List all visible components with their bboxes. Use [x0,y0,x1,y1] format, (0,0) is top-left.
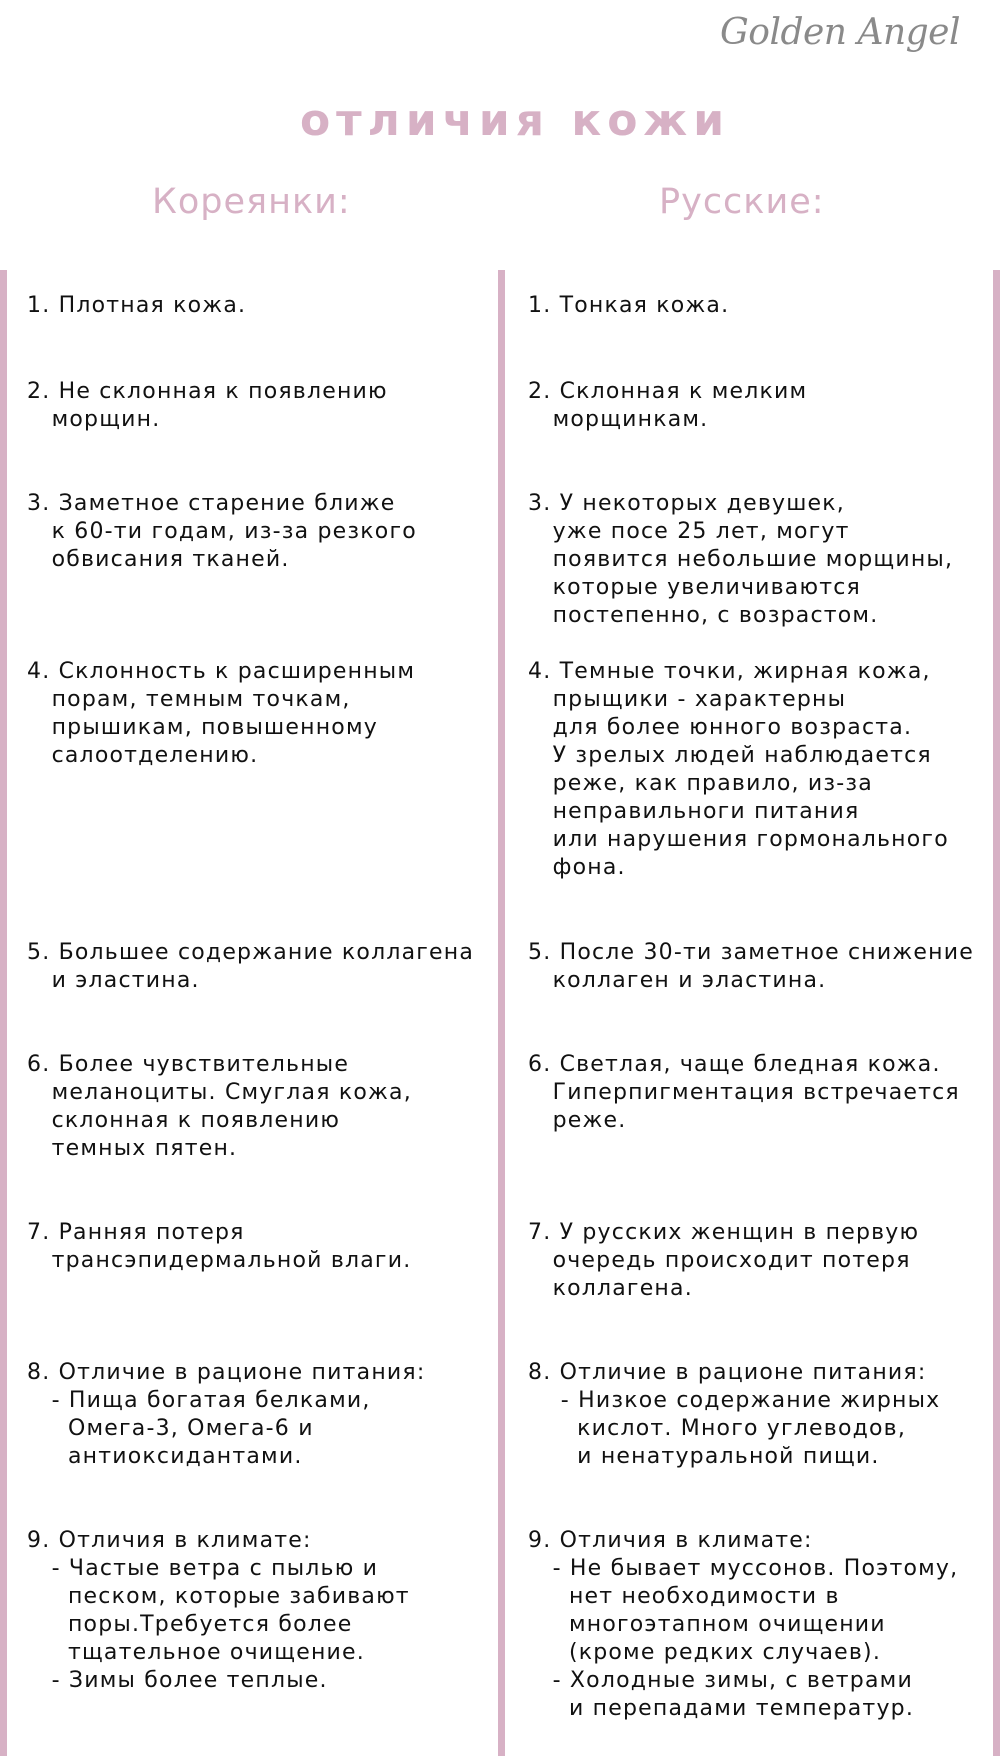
column-heading-korean: Кореянки: [152,182,351,222]
russian-item-8: 8. Отличие в рационе питания: - Низкое содержание жирных кислот. Много углеводов, и ненатуральной пищи. [528,1360,941,1469]
russian-item-7: 7. У русских женщин в первую очередь происходит потеря коллагена. [528,1220,920,1301]
column-heading-russian: Русские: [659,182,825,222]
korean-item-2: 2. Не склонная к появлению морщин. [27,379,388,432]
left-divider-bar [0,270,7,1756]
korean-item-4: 4. Склонность к расширенным порам, темным точкам, прышикам, повышенному салоотделению. [27,659,416,768]
korean-item-5: 5. Большее содержание коллагена и эластина. [27,940,475,993]
russian-item-6: 6. Светлая, чаще бледная кожа. Гиперпигментация встречается реже. [528,1052,960,1133]
russian-item-1: 1. Тонкая кожа. [528,293,730,318]
page-title: отличия кожи [299,95,731,146]
russian-item-4: 4. Темные точки, жирная кожа, прыщики - характерны для более юнного возраста. У зрелых людей наблюдается реже, как правило, из-за неправильноги питания или нарушения гормонального фона. [528,659,949,880]
center-divider-bar [498,270,505,1756]
korean-item-8: 8. Отличие в рационе питания: - Пища богатая белками, Омега-3, Омега-6 и антиоксидантами. [27,1360,426,1469]
korean-item-6: 6. Более чувствительные меланоциты. Смуглая кожа, склонная к появлению темных пятен. [27,1052,412,1161]
russian-item-3: 3. У некоторых девушек, уже посе 25 лет, могут появится небольшие морщины, которые увеличиваются постепенно, с возрастом. [528,491,954,628]
russian-item-5: 5. После 30-ти заметное снижение коллаген и эластина. [528,940,974,993]
korean-item-9: 9. Отличия в климате: - Частые ветра с пылью и песком, которые забивают поры.Требуется более тщательное очищение. - Зимы более теплые. [27,1528,410,1693]
russian-item-9: 9. Отличия в климате: - Не бывает муссонов. Поэтому, нет необходимости в многоэтапном очищении (кроме редких случаев). - Холодные зимы, с ветрами и перепадами температур. [528,1528,959,1721]
korean-item-3: 3. Заметное старение ближе к 60-ти годам, из-за резкого обвисания тканей. [27,491,417,572]
korean-item-7: 7. Ранняя потеря трансэпидермальной влаги. [27,1220,412,1273]
korean-item-1: 1. Плотная кожа. [27,293,247,318]
golden-angel-logo: Golden Angel [720,12,960,53]
right-divider-bar [993,270,1000,1756]
russian-item-2: 2. Склонная к мелким морщинкам. [528,379,808,432]
